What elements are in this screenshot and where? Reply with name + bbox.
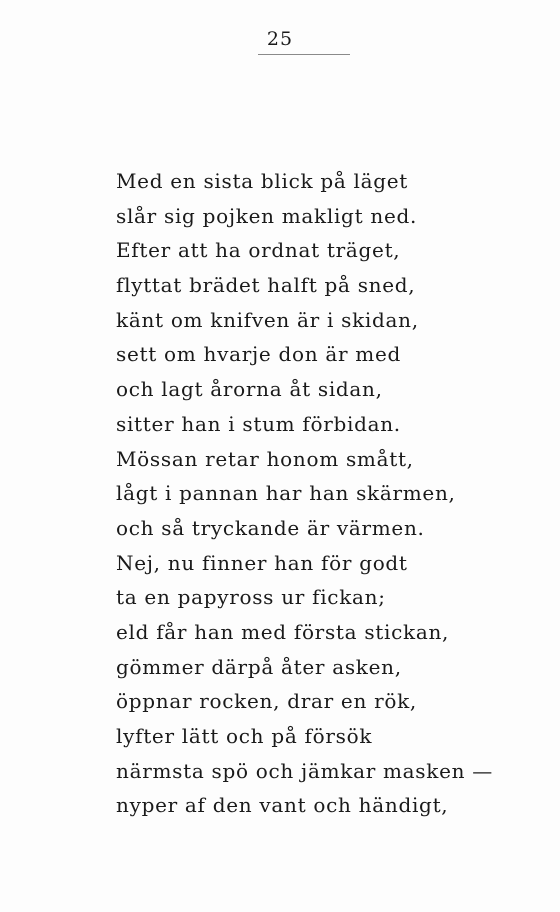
poem-line: gömmer därpå åter asken, (116, 654, 402, 679)
poem-line: känt om knifven är i skidan, (116, 307, 419, 332)
poem-text (116, 164, 536, 823)
poem-line: öppnar rocken, drar en rök, (116, 689, 417, 714)
poem-line: lågt i pannan har han skärmen, (116, 481, 456, 506)
poem-line: Efter att ha ordnat träget, (116, 238, 401, 263)
poem-line: och så tryckande är värmen. (116, 515, 425, 540)
poem-line: ta en papyross ur fickan; (116, 585, 386, 610)
poem-line: eld får han med första stickan, (116, 619, 450, 644)
poem-line: närmsta spö och jämkar masken — (116, 758, 493, 783)
poem-line: och lagt årorna åt sidan, (116, 377, 383, 402)
poem-line: sett om hvarje don är med (116, 342, 401, 367)
poem-line: Med en sista blick på läget (116, 169, 409, 193)
poem-line: flyttat brädet halft på sned, (116, 273, 416, 298)
poem-line: lyfter lätt och på försök (116, 724, 373, 748)
poem-line: slår sig pojken makligt ned. (116, 203, 418, 228)
poem-line: nyper af den vant och händigt, (116, 793, 449, 818)
page-number-rule (258, 54, 350, 55)
page-number: 25 (266, 28, 294, 50)
poem-line: Nej, nu finner han för godt (116, 550, 408, 575)
poem-line: Mössan retar honom smått, (116, 446, 414, 471)
poem-line: sitter han i stum förbidan. (116, 411, 401, 436)
